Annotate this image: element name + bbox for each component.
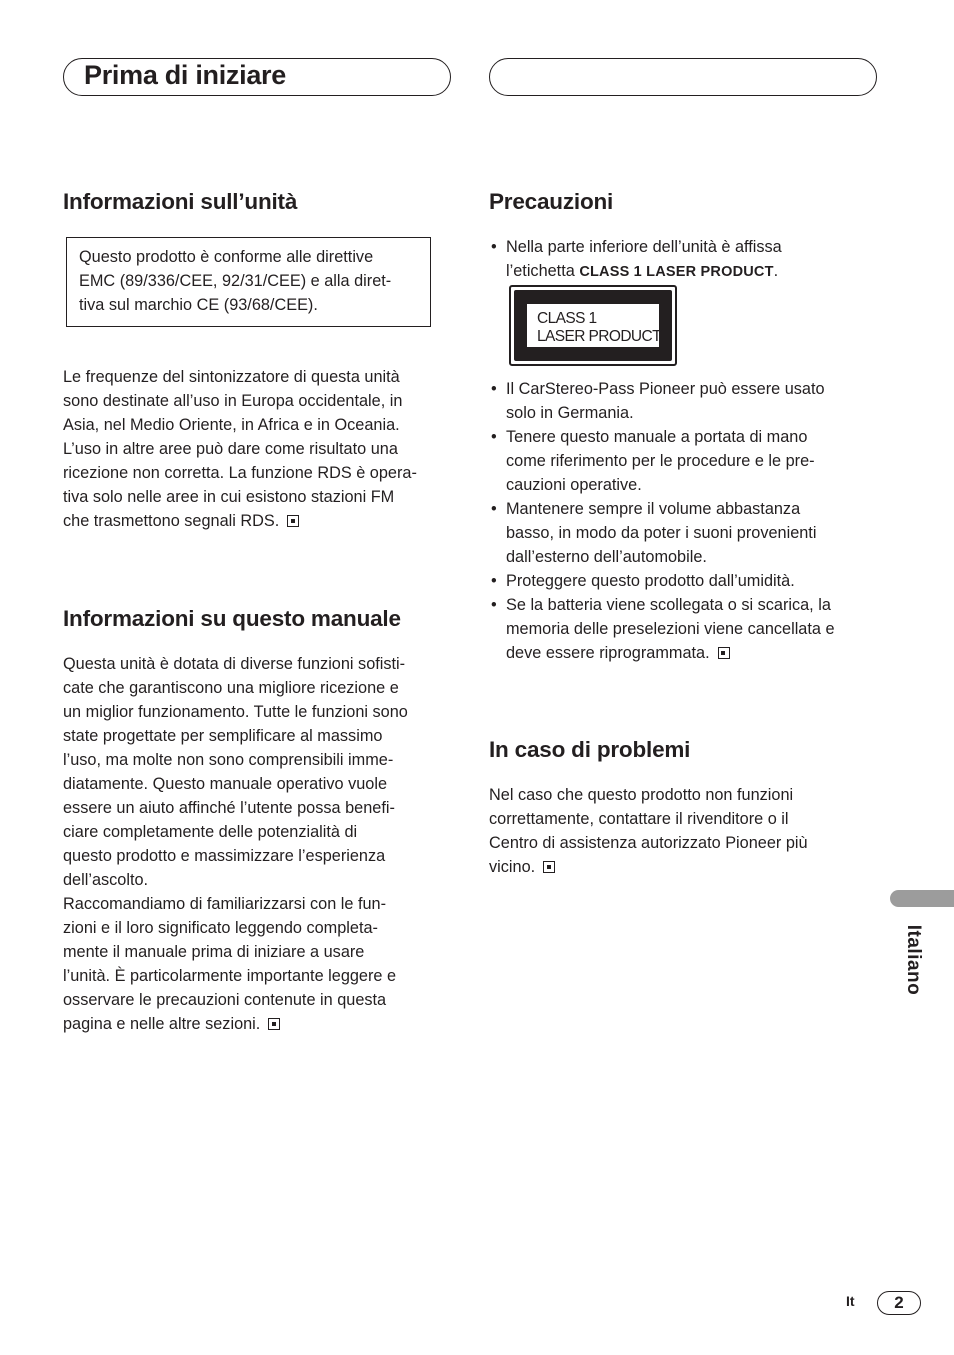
text-line: vicino. (489, 858, 536, 876)
list-item (489, 425, 881, 497)
laser-label-text (527, 304, 659, 347)
language-label: Italiano (903, 924, 924, 996)
language-code: It (846, 1293, 855, 1309)
text-line: questo prodotto e massimizzare l’esperienza (63, 847, 386, 865)
text-line: osservare le precauzioni contenute in questa (63, 991, 387, 1009)
precaution-list (489, 377, 881, 665)
text-line: Nella parte inferiore dell’unità è affissa (506, 238, 782, 256)
section-header (63, 58, 451, 96)
text-line: zioni e il loro significato leggendo completa- (63, 919, 378, 937)
text-line: un miglior funzionamento. Tutte le funzioni sono (63, 703, 408, 721)
text-line: correttamente, contattare il rivenditore o il (489, 810, 789, 828)
text-line: Nel caso che questo prodotto non funzioni (489, 786, 794, 804)
section-header-empty (489, 58, 877, 96)
manual-info-paragraph (63, 652, 408, 1036)
end-of-section-icon (287, 515, 299, 527)
ce-compliance-box (66, 237, 431, 327)
language-tab (890, 890, 954, 907)
end-of-section-icon (718, 647, 730, 659)
laser-product-inline-label: CLASS 1 LASER PRODUCT (579, 264, 774, 280)
list-item (489, 593, 881, 665)
bullet-icon: • (491, 572, 497, 590)
text-line: sono destinate all’uso in Europa occidentale, in (63, 392, 403, 410)
text-line-with-label (506, 259, 881, 284)
text-line: ciare completamente delle potenzialità di (63, 823, 358, 841)
tuner-frequency-paragraph (63, 365, 417, 533)
box-line: Questo prodotto è conforme alle direttive (79, 248, 374, 266)
text-line: cauzioni operative. (506, 476, 642, 494)
text-line: memoria delle preselezioni viene cancellata e (506, 620, 835, 638)
text-line: Asia, nel Medio Oriente, in Africa e in Oceania. (63, 416, 400, 434)
text-line: diatamente. Questo manuale operativo vuole (63, 775, 388, 793)
text-line-last (489, 855, 808, 879)
laser-label-frame (514, 290, 672, 361)
text-line: state progettate per semplificare al massimo (63, 727, 383, 745)
page-number: 2 (877, 1291, 921, 1315)
end-of-section-icon (268, 1018, 280, 1030)
heading-manual-info: Informazioni su questo manuale (63, 606, 401, 631)
list-item (489, 377, 881, 425)
text-line: Proteggere questo prodotto dall’umidità. (506, 572, 795, 590)
text-part: l’etichetta (506, 262, 580, 280)
heading-precautions: Precauzioni (489, 189, 614, 214)
text-line-last (63, 509, 417, 533)
laser-label-line: CLASS 1 (537, 310, 597, 327)
text-part: . (773, 262, 779, 280)
text-line: l’unità. È particolarmente importante leggere e (63, 967, 397, 985)
text-line: basso, in modo da poter i suoni provenienti (506, 524, 817, 542)
laser-product-label (509, 285, 677, 366)
text-line: come riferimento per le procedure e le pre- (506, 452, 815, 470)
text-line: deve essere riprogrammata. (506, 644, 710, 662)
bullet-icon: • (491, 380, 497, 398)
text-line-last (506, 641, 881, 665)
laser-label-line: LASER PRODUCT (537, 328, 661, 345)
bullet-icon: • (491, 428, 497, 446)
text-line: Le frequenze del sintonizzatore di questa unità (63, 368, 400, 386)
text-line: Se la batteria viene scollegata o si scarica, la (506, 596, 831, 614)
bullet-icon: • (491, 238, 497, 256)
text-line-last (63, 1012, 408, 1036)
text-line: ricezione non corretta. La funzione RDS è opera- (63, 464, 417, 482)
bullet-icon: • (491, 500, 497, 518)
text-line: Raccomandiamo di familiarizzarsi con le fun- (63, 895, 387, 913)
text-line: dall’esterno dell’automobile. (506, 548, 707, 566)
text-line: Questa unità è dotata di diverse funzioni sofisti- (63, 655, 406, 673)
box-line: EMC (89/336/CEE, 92/31/CEE) e alla diret- (79, 272, 392, 290)
precaution-item-1 (489, 235, 881, 284)
box-line: tiva sul marchio CE (93/68/CEE). (79, 296, 318, 314)
list-item (489, 497, 881, 569)
bullet-icon: • (491, 596, 497, 614)
list-item (489, 569, 881, 593)
text-line: Centro di assistenza autorizzato Pioneer più (489, 834, 808, 852)
text-line: essere un aiuto affinché l’utente possa benefi- (63, 799, 395, 817)
end-of-section-icon (543, 861, 555, 873)
text-line: pagina e nelle altre sezioni. (63, 1015, 261, 1033)
list-item (489, 235, 881, 284)
page-title: Prima di iniziare (84, 60, 286, 90)
text-line: dell’ascolto. (63, 871, 149, 889)
text-line: Mantenere sempre il volume abbastanza (506, 500, 801, 518)
text-line: solo in Germania. (506, 404, 634, 422)
text-line: Tenere questo manuale a portata di mano (506, 428, 808, 446)
heading-unit-info: Informazioni sull’unità (63, 189, 298, 214)
text-line: L’uso in altre aree può dare come risultato una (63, 440, 398, 458)
text-line: che trasmettono segnali RDS. (63, 512, 280, 530)
heading-troubleshooting: In caso di problemi (489, 737, 691, 762)
troubleshooting-paragraph (489, 783, 808, 879)
text-line: tiva solo nelle aree in cui esistono stazioni FM (63, 488, 395, 506)
text-line: cate che garantiscono una migliore ricezione e (63, 679, 399, 697)
text-line: Il CarStereo-Pass Pioneer può essere usato (506, 380, 825, 398)
text-line: mente il manuale prima di iniziare a usare (63, 943, 365, 961)
text-line: l’uso, ma molte non sono comprensibili imme- (63, 751, 394, 769)
